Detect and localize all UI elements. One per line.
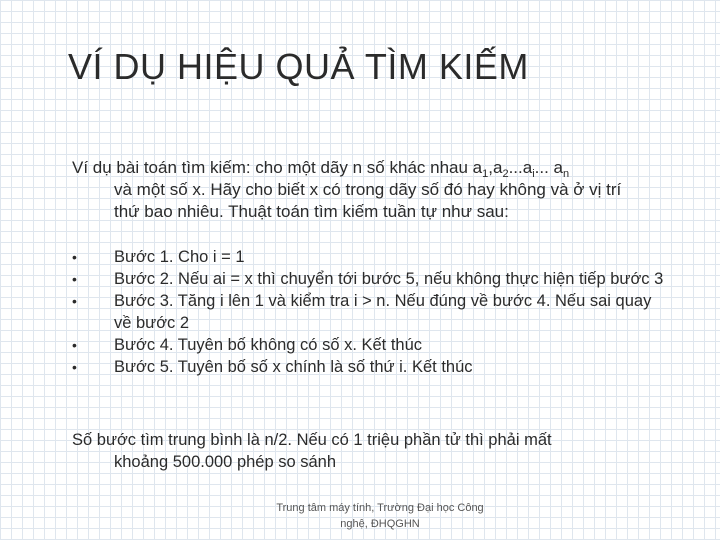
step-text: Bước 1. Cho i = 1 [114,248,245,266]
bullet-icon: • [72,293,77,309]
subscript-n: n [563,168,570,180]
step-text: Bước 5. Tuyên bố số x chính là số thứ i. Kết thúc [114,358,473,376]
summary-line-2: khoảng 500.000 phép so sánh [114,453,337,471]
footer-line-1: Trung tâm máy tính, Trường Đại học Công [276,502,484,514]
list-item [72,356,672,378]
intro-line-3: thứ bao nhiêu. Thuật toán tìm kiếm tuần tự như sau: [114,202,509,221]
subscript-i: i [532,168,535,180]
intro-prefix: Ví dụ bài toán tìm kiếm: cho một dãy n số khác nhau a [72,158,483,177]
step-text: Bước 4. Tuyên bố không có số x. Kết thúc [114,336,423,354]
intro-sep-2: ...a [508,158,533,177]
step-text: Bước 3. Tăng i lên 1 và kiểm tra i > n. Nếu đúng về bước 4. Nếu sai quay về bước 2 [114,292,652,332]
footer-text [262,500,498,532]
steps-list [72,246,672,378]
subscript-1: 1 [482,168,489,180]
list-item [72,246,672,268]
intro-sep-3: ... a [534,158,563,177]
slide-title: VÍ DỤ HIỆU QUẢ TÌM KIẾM [68,46,529,87]
list-item [72,268,672,290]
bullet-icon: • [72,271,77,287]
intro-paragraph [72,157,672,223]
step-text: Bước 2. Nếu ai = x thì chuyển tới bước 5, nếu không thực hiện tiếp bước 3 [114,270,664,288]
intro-line-1 [72,157,672,179]
summary-paragraph [72,429,672,473]
bullet-icon: • [72,337,77,353]
subscript-2: 2 [502,168,509,180]
footer-line-2: nghệ, ĐHQGHN [340,518,420,530]
bullet-icon: • [72,359,77,375]
intro-sep-1: ,a [488,158,503,177]
list-item [72,334,672,356]
intro-line-2: và một số x. Hãy cho biết x có trong dãy số đó hay không và ở vị trí [114,180,622,199]
summary-line-1: Số bước tìm trung bình là n/2. Nếu có 1 triệu phần tử thì phải mất [72,431,552,449]
list-item [72,290,672,334]
bullet-icon: • [72,249,77,265]
